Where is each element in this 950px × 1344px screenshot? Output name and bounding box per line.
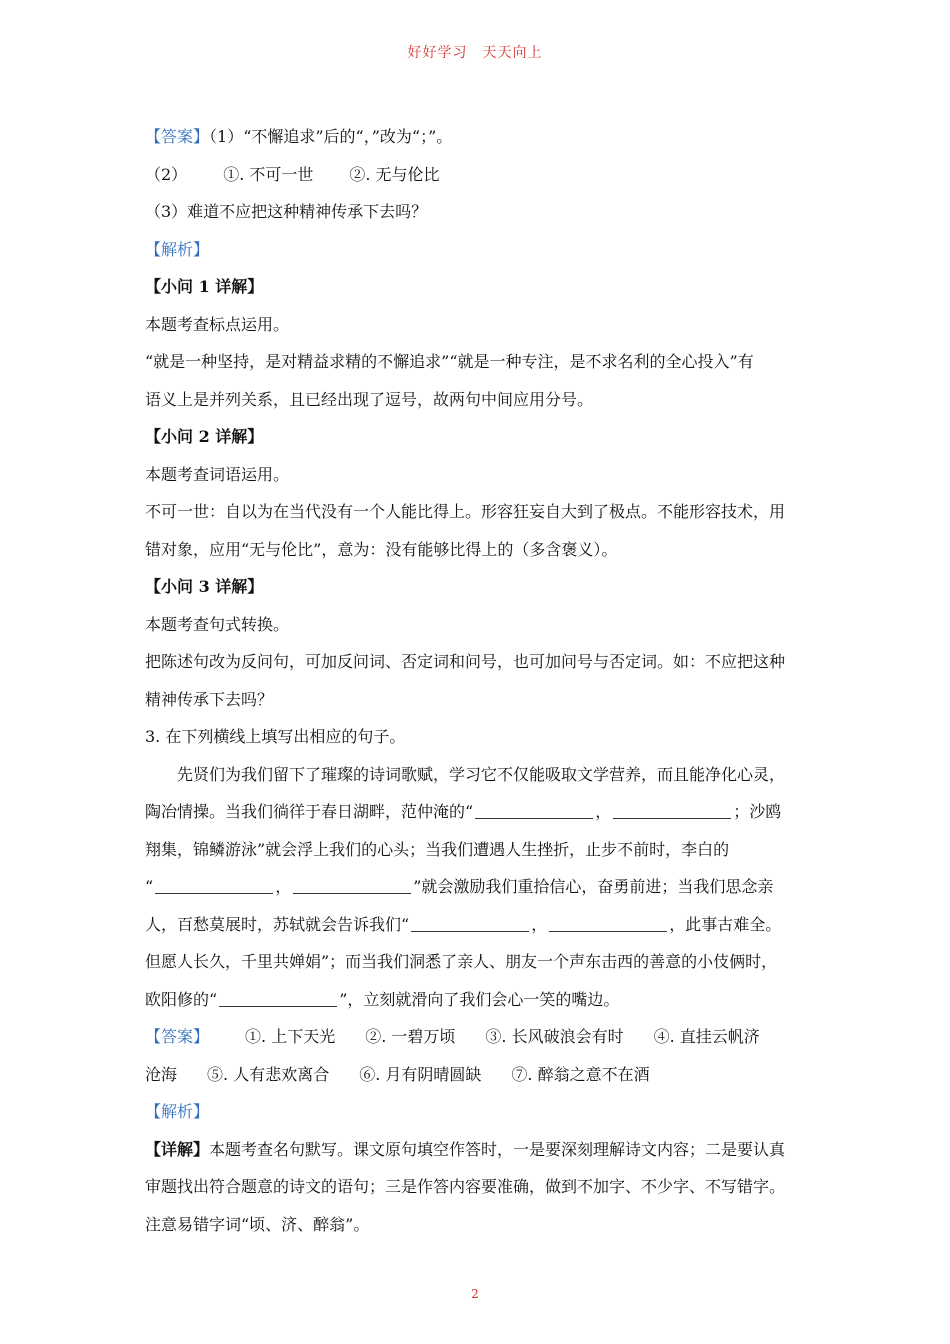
text-run: ；沙鸥 [733,802,782,821]
text-run: “ [145,877,154,896]
fill-blank [293,877,411,894]
answer-3-line [145,1056,817,1094]
paragraph-line: 本题考查词语运用。 [145,464,290,484]
answer-option: ②. 无与伦比 [349,164,440,184]
question-3-line: 先贤们为我们留下了璀璨的诗词歌赋，学习它不仅能吸取文学营养，而且能净化心灵， [177,764,786,784]
text-run: ”就会激励我们重拾信心，奋勇前进；当我们思念亲 [413,877,774,896]
paragraph-line: 语义上是并列关系，且已经出现了逗号，故两句中间应用分号。 [145,389,594,409]
answer-1-q3: （3）难道不应把这种精神传承下去吗？ [145,202,428,221]
text-run: ， [595,802,612,821]
question-3-title: 3. 在下列横线上填写出相应的句子。 [145,727,406,746]
fill-blank [475,802,593,819]
text-run: 陶冶情操。当我们徜徉于春日湖畔，范仲淹的“ [145,802,474,821]
text-run: 本题考查名句默写。课文原句填空作答时，一是要深刻理解诗文内容；二是要认真 [209,1139,786,1159]
answer-option: ①. 不可一世 [223,164,314,184]
text-run: ， [531,914,548,934]
document-body [145,118,817,1243]
sub-question-title: 【小问 3 详解】 [145,577,264,596]
fill-blank [613,802,731,819]
answer-option: ⑦. 醉翁之意不在酒 [511,1064,650,1084]
text-run: 欧阳修的“ [145,989,218,1009]
paragraph-line: 注意易错字词“顷、济、醉翁”。 [145,1214,370,1234]
fill-blank [219,990,337,1007]
answer-tag: 【答案】 [145,127,210,146]
question-3-line [145,793,817,831]
answer-tag: 【答案】 [145,1027,210,1046]
text-run: 人，百愁莫展时，苏轼就会告诉我们“ [145,914,410,934]
text-run: ，此事古难全。 [669,914,782,934]
answer-option: ⑤. 人有悲欢离合 [207,1064,330,1084]
page-number: 2 [471,1287,479,1301]
paragraph-line: 错对象，应用“无与伦比”，意为：没有能够比得上的（多含褒义）。 [145,539,618,559]
paragraph-line: “就是一种坚持，是对精益求精的不懈追求”“就是一种专注，是不求名利的全心投入”有 [145,352,754,371]
answer-option: 沧海 [145,1064,178,1084]
fill-blank [411,915,529,932]
question-3-line [145,868,817,906]
analysis-tag: 【解析】 [145,1102,210,1121]
fill-blank [155,877,273,894]
answer-option: ③. 长风破浪会有时 [485,1027,624,1046]
answer-1-q1 [145,118,817,156]
answer-option: ②. 一碧万顷 [365,1027,456,1046]
text-run: ， [275,877,292,896]
sub-question-title: 【小问 2 详解】 [145,427,264,446]
text-run: ”，立刻就滑向了我们会心一笑的嘴边。 [339,989,620,1009]
paragraph-line: 把陈述句改为反问句，可加反问词、否定词和问号，也可加问号与否定词。如：不应把这种 [145,652,786,671]
paragraph-line: 精神传承下去吗？ [145,689,274,709]
page-header: 好好学习 天天向上 [407,45,543,61]
paragraph-line: 本题考查句式转换。 [145,614,290,634]
answer-option: ⑥. 月有阴晴圆缺 [359,1064,482,1084]
sub-question-title: 【小问 1 详解】 [145,277,264,296]
answer-3-line [145,1018,817,1056]
detail-tag: 【详解】 [145,1139,210,1159]
analysis-tag: 【解析】 [145,239,210,259]
answer-1-q2 [145,156,817,194]
paragraph-line: 审题找出符合题意的诗文的语句；三是作答内容要准确，做到不加字、不少字、不写错字。 [145,1177,786,1196]
paragraph-line: 不可一世：自以为在当代没有一个人能比得上。形容狂妄自大到了极点。不能形容技术，用 [145,502,786,521]
answer-option: ①. 上下天光 [245,1027,336,1046]
paragraph-line: 本题考查标点运用。 [145,314,290,334]
question-3-line [145,906,817,944]
question-3-line: 翔集，锦鳞游泳”就会浮上我们的心头；当我们遭遇人生挫折，止步不前时，李白的 [145,839,730,859]
answer-text: （1）“不懈追求”后的“，”改为“；”。 [209,127,453,146]
answer-num: （2） [145,164,188,184]
fill-blank [549,915,667,932]
question-3-line [145,981,817,1019]
paragraph-line [145,1131,817,1169]
question-3-line: 但愿人长久，千里共婵娟”；而当我们洞悉了亲人、朋友一个声东击西的善意的小伎俩时， [145,952,778,971]
answer-option: ④. 直挂云帆济 [653,1027,760,1046]
